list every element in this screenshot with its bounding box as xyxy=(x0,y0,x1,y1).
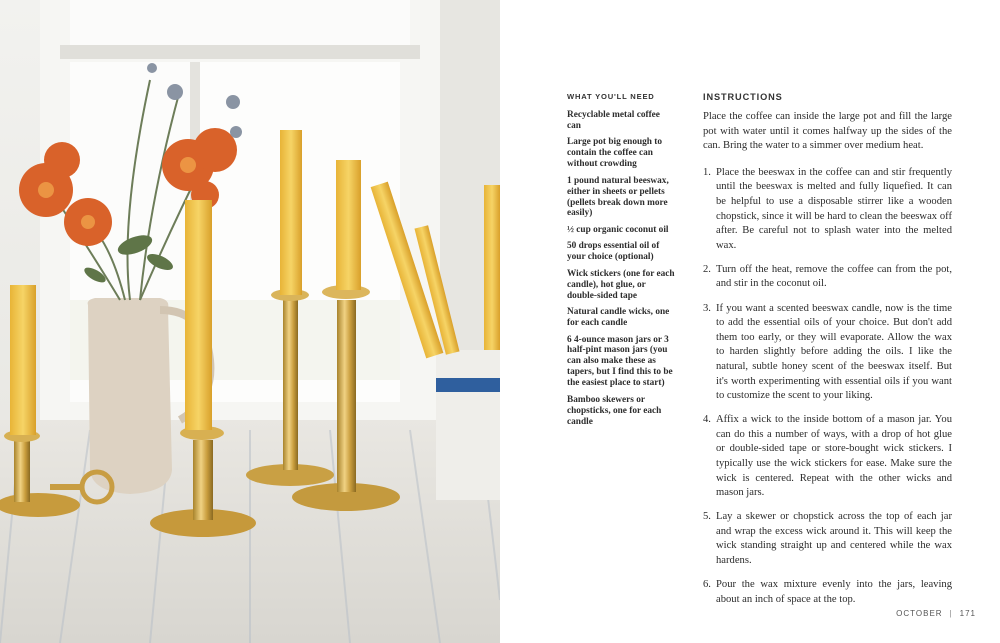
step-item xyxy=(703,263,952,292)
step-item xyxy=(703,413,952,501)
instructions-section xyxy=(703,92,952,617)
page-footer xyxy=(896,609,976,618)
step-text: Turn off the heat, remove the coffee can from the pot, and stir in the coconut oil. xyxy=(716,263,952,290)
list-item: 6 4-ounce mason jars or 3 half-pint mason jars (you can also make these as tapers, but I find this to be the easiest place to start) xyxy=(567,334,673,389)
step-text: Pour the wax mixture evenly into the jars, leaving about an inch of space at the top. xyxy=(716,579,952,605)
list-item: Wick stickers (one for each candle), hot glue, or double-sided tape xyxy=(567,268,675,301)
list-item: 1 pound natural beeswax, either in sheets or pellets (pellets break down more easily) xyxy=(567,175,669,219)
section-name: OCTOBER xyxy=(896,609,943,618)
step-item xyxy=(703,302,952,404)
list-item: Recyclable metal coffee can xyxy=(567,110,660,131)
step-text: Lay a skewer or chopstick across the top of each jar and wrap the excess wick around it. This will keep the wick standing straight up and centered while the wax hardens. xyxy=(716,511,952,567)
instructions-intro: Place the coffee can inside the large pot and fill the large pot with water until it comes halfway up the sides of the can. Bring the water to a simmer over medium heat. xyxy=(703,111,952,152)
step-number: 4. xyxy=(703,414,711,426)
footer-separator: | xyxy=(949,609,953,618)
page-number: 171 xyxy=(959,609,976,618)
materials-list xyxy=(567,110,675,427)
step-item xyxy=(703,578,952,607)
list-item: Natural candle wicks, one for each candle xyxy=(567,307,670,329)
step-number: 6. xyxy=(703,579,711,591)
step-text: Affix a wick to the inside bottom of a mason jar. You can do this a number of ways, with a drop of hot glue or double-sided tape or store-bought wick stickers. I typically use the wick stickers for ease. Make sure the wick is centered. Repeat with the other wicks and mason jars. xyxy=(716,414,952,499)
step-number: 3. xyxy=(703,302,711,314)
materials-section xyxy=(567,92,675,433)
instructions-heading: INSTRUCTIONS xyxy=(703,92,783,102)
step-number: 2. xyxy=(703,263,711,275)
step-number: 1. xyxy=(703,166,711,178)
list-item: Bamboo skewers or chopsticks, one for each candle xyxy=(567,394,662,427)
steps-list xyxy=(703,166,952,608)
step-text: If you want a scented beeswax candle, now is the time to add the essential oils of your choice. But don't add them too early, or they will evaporate. Allow the wax to harden slightly before adding the oils. I like the natural, subtle honey scent of the beeswax itself. But it's worth experimenting with essential oils if you want to customize the scent to your liking. xyxy=(716,302,952,402)
materials-heading: WHAT YOU'LL NEED xyxy=(567,92,655,101)
step-item xyxy=(703,166,952,254)
list-item: 50 drops essential oil of your choice (optional) xyxy=(567,241,660,263)
list-item: Large pot big enough to contain the coffee can without crowding xyxy=(567,137,663,170)
step-text: Place the beeswax in the coffee can and stir frequently until the beeswax is melted and fully liquefied. It can be helpful to use a disposable stirrer like a wooden chopstick, since it will be hard to clean the beeswax off after. Be careful not to splash water into the melted wax. xyxy=(716,166,952,251)
step-number: 5. xyxy=(703,511,711,523)
step-item xyxy=(703,510,952,568)
list-item: ½ cup organic coconut oil xyxy=(567,224,669,235)
